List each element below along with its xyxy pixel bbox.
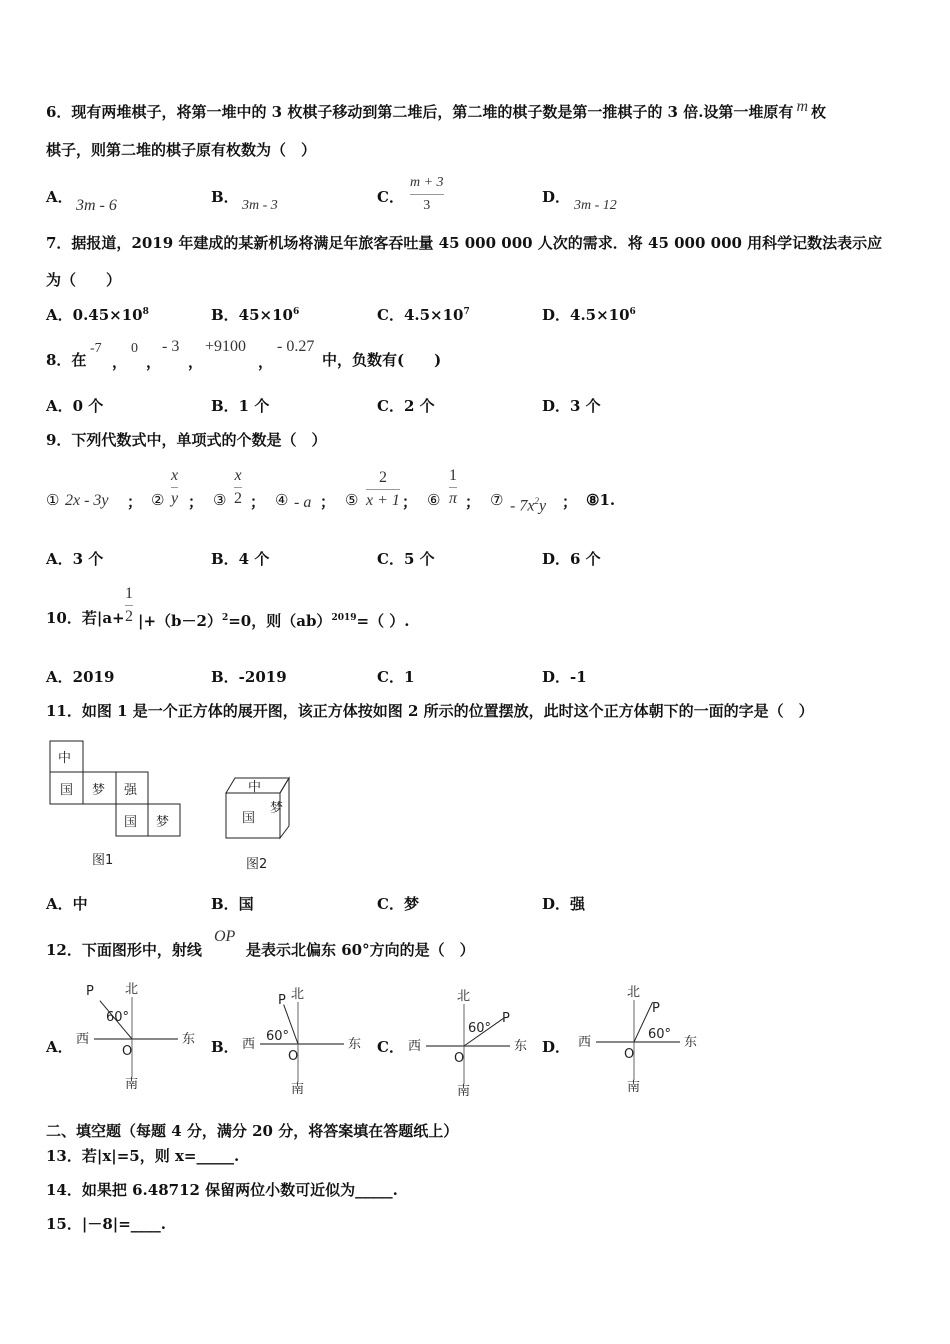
q15-text: 15．|－8|=____. xyxy=(46,1215,167,1233)
q9-item-num: ⑤ xyxy=(345,491,359,509)
q12-opt-c: C． xyxy=(377,1038,404,1056)
q12-opt-d: D． xyxy=(542,1038,571,1056)
q6-text-end: 枚 xyxy=(811,103,827,121)
q6-opt-a-expr: 3m - 6 xyxy=(76,197,117,214)
q8-opt-b: B．1 个 xyxy=(211,397,270,415)
numerator: 2 xyxy=(378,469,387,486)
denominator: π xyxy=(449,490,458,507)
q6-opt-b-expr: 3m - 3 xyxy=(242,198,278,213)
cube-top: 中 xyxy=(248,780,262,795)
east-label: 东 xyxy=(684,1035,698,1050)
angle-label: 60° xyxy=(468,1021,492,1036)
east-label: 东 xyxy=(348,1037,362,1052)
label: A．0.45×10 xyxy=(46,306,143,324)
label: D．4.5×10 xyxy=(542,306,630,324)
q11-opt-c: C．梦 xyxy=(377,895,419,913)
numerator: m + 3 xyxy=(410,175,444,190)
q8-sep: ， xyxy=(112,353,128,371)
east-label: 东 xyxy=(182,1032,196,1047)
semicolon: ； xyxy=(402,493,418,511)
exp: 6 xyxy=(629,307,636,317)
p-label: P xyxy=(86,984,94,999)
q11-text: 11．如图 1 是一个正方体的展开图，该正方体按如图 2 所示的位置摆放，此时这个正方体朝下的一面的字是（ ） xyxy=(46,702,814,720)
angle-label: 60° xyxy=(266,1029,290,1044)
net-face: 国 xyxy=(124,815,138,830)
q9-expr-1: 2x - 3y xyxy=(65,492,109,509)
q9-item-num: ⑦ xyxy=(490,491,504,509)
net-face: 梦 xyxy=(92,783,106,798)
q9-item-num: ③ xyxy=(213,491,227,509)
semicolon: ； xyxy=(188,493,204,511)
exp: 7 xyxy=(463,307,470,317)
south-label: 南 xyxy=(291,1082,305,1097)
south-label: 南 xyxy=(125,1077,139,1092)
exp: 6 xyxy=(293,307,300,317)
denominator: x + 1 xyxy=(366,492,400,509)
q9-opt-d: D．6 个 xyxy=(542,550,601,568)
west-label: 西 xyxy=(578,1035,592,1050)
semicolon: ； xyxy=(320,493,336,511)
p-label: P xyxy=(502,1011,510,1026)
east-label: 东 xyxy=(514,1039,528,1054)
net-face: 国 xyxy=(60,783,74,798)
semicolon: ； xyxy=(562,493,578,511)
origin-label: O xyxy=(288,1049,299,1064)
q8-num: -7 xyxy=(90,341,102,356)
q6-opt-c: C． xyxy=(377,188,404,206)
q6-opt-d: D． xyxy=(542,188,571,206)
q10-opt-a: A．2019 xyxy=(46,668,115,686)
semicolon: ； xyxy=(465,493,481,511)
q8-prefix: 8．在 xyxy=(46,351,87,369)
denominator: 3 xyxy=(423,198,431,213)
origin-label: O xyxy=(624,1047,635,1062)
exp: 2 xyxy=(221,613,229,623)
exp: 2019 xyxy=(331,613,357,623)
q7-line2: 为（ ） xyxy=(46,271,122,289)
south-label: 南 xyxy=(627,1080,641,1095)
origin-label: O xyxy=(122,1044,133,1059)
label: C．4.5×10 xyxy=(377,306,464,324)
q11-opt-d: D．强 xyxy=(542,895,586,913)
q9-expr-4: - a xyxy=(294,494,312,511)
numerator: 1 xyxy=(449,467,457,484)
exp: 2 xyxy=(534,496,539,506)
q7-line1: 7．据报道，2019 年建成的某新机场将满足年旅客吞吐量 45 000 000 人次的需求．将 45 000 000 用科学记数法表示应 xyxy=(46,234,883,252)
expr: - 7x xyxy=(510,497,535,515)
net-face: 中 xyxy=(58,751,72,766)
q9-text: 9．下列代数式中，单项式的个数是（ ） xyxy=(46,431,327,449)
fig2-label: 图2 xyxy=(246,857,268,872)
fig1-label: 图1 xyxy=(92,853,114,868)
q9-opt-b: B．4 个 xyxy=(211,550,270,568)
semicolon: ； xyxy=(250,493,266,511)
q9-item-num: ④ xyxy=(275,491,289,509)
q12-suffix: 是表示北偏东 60°方向的是（ ） xyxy=(246,941,475,959)
west-label: 西 xyxy=(408,1039,422,1054)
q8-sep: ， xyxy=(188,353,204,371)
q8-suffix: 中，负数有( ) xyxy=(322,351,442,369)
q14-text: 14．如果把 6.48712 保留两位小数可近似为_____. xyxy=(46,1181,398,1199)
q13-text: 13．若|x|=5，则 x=_____. xyxy=(46,1147,240,1165)
text: =0，则（ab） xyxy=(228,612,332,630)
q12-opt-a: A． xyxy=(46,1038,73,1056)
angle-label: 60° xyxy=(648,1027,672,1042)
net-face: 梦 xyxy=(156,815,170,830)
q9-opt-a: A．3 个 xyxy=(46,550,104,568)
q9-item-num: ⑥ xyxy=(427,491,441,509)
origin-label: O xyxy=(454,1051,465,1066)
south-label: 南 xyxy=(457,1084,471,1099)
q10-opt-d: D．-1 xyxy=(542,668,587,686)
q10-prefix: 10．若|a+ xyxy=(46,609,125,627)
q6-opt-a: A． xyxy=(46,188,73,206)
label: B．45×10 xyxy=(211,306,293,324)
q8-num: +9100 xyxy=(205,338,247,355)
denominator: 2 xyxy=(125,608,133,625)
q9-item-8: ⑧1. xyxy=(586,491,616,509)
numerator: 1 xyxy=(125,585,133,602)
north-label: 北 xyxy=(291,987,305,1002)
q9-opt-c: C．5 个 xyxy=(377,550,435,568)
q9-item-num: ② xyxy=(151,491,165,509)
q6-var: m xyxy=(796,98,808,115)
q10-opt-b: B．-2019 xyxy=(211,668,287,686)
west-label: 西 xyxy=(76,1032,90,1047)
q12-var: OP xyxy=(214,928,236,945)
p-label: P xyxy=(278,993,286,1008)
q10-opt-c: C．1 xyxy=(377,668,415,686)
west-label: 西 xyxy=(242,1037,256,1052)
numerator: x xyxy=(234,467,242,484)
q8-opt-c: C．2 个 xyxy=(377,397,435,415)
q8-sep: ， xyxy=(146,353,162,371)
angle-label: 60° xyxy=(106,1010,130,1025)
text: =（ ）. xyxy=(356,612,410,630)
exp: 8 xyxy=(142,307,149,317)
q8-num: - 0.27 xyxy=(277,338,315,355)
q11-opt-b: B．国 xyxy=(211,895,254,913)
q8-num: - 3 xyxy=(162,338,180,355)
q12-prefix: 12．下面图形中，射线 xyxy=(46,941,202,959)
q6-opt-b: B． xyxy=(211,188,239,206)
q9-item-num: ① xyxy=(46,491,60,509)
q8-sep: ， xyxy=(258,353,274,371)
q8-num: 0 xyxy=(131,341,138,356)
north-label: 北 xyxy=(457,989,471,1004)
semicolon: ； xyxy=(127,493,143,511)
text: |+（b－2） xyxy=(138,612,222,630)
q6-line2: 棋子，则第二堆的棋子原有枚数为（ ） xyxy=(46,141,317,159)
cube-side: 梦 xyxy=(270,801,284,816)
denominator: 2 xyxy=(234,490,242,507)
q8-opt-a: A．0 个 xyxy=(46,397,104,415)
numerator: x xyxy=(171,467,179,484)
p-label: P xyxy=(652,1001,660,1016)
q8-opt-d: D．3 个 xyxy=(542,397,601,415)
expr: y xyxy=(538,497,547,515)
denominator: y xyxy=(171,490,179,507)
north-label: 北 xyxy=(125,982,139,997)
q12-opt-b: B． xyxy=(211,1038,239,1056)
q6-text: 6．现有两堆棋子，将第一堆中的 3 枚棋子移动到第二堆后，第二堆的棋子数是第一推棋子的 3 倍.设第一堆原有 xyxy=(46,103,794,121)
q6-opt-d-expr: 3m - 12 xyxy=(574,198,617,213)
cube-front: 国 xyxy=(242,811,256,826)
net-face: 强 xyxy=(124,783,138,798)
section-heading: 二、填空题（每题 4 分，满分 20 分，将答案填在答题纸上） xyxy=(46,1122,459,1140)
q11-opt-a: A．中 xyxy=(46,895,88,913)
north-label: 北 xyxy=(627,985,641,1000)
